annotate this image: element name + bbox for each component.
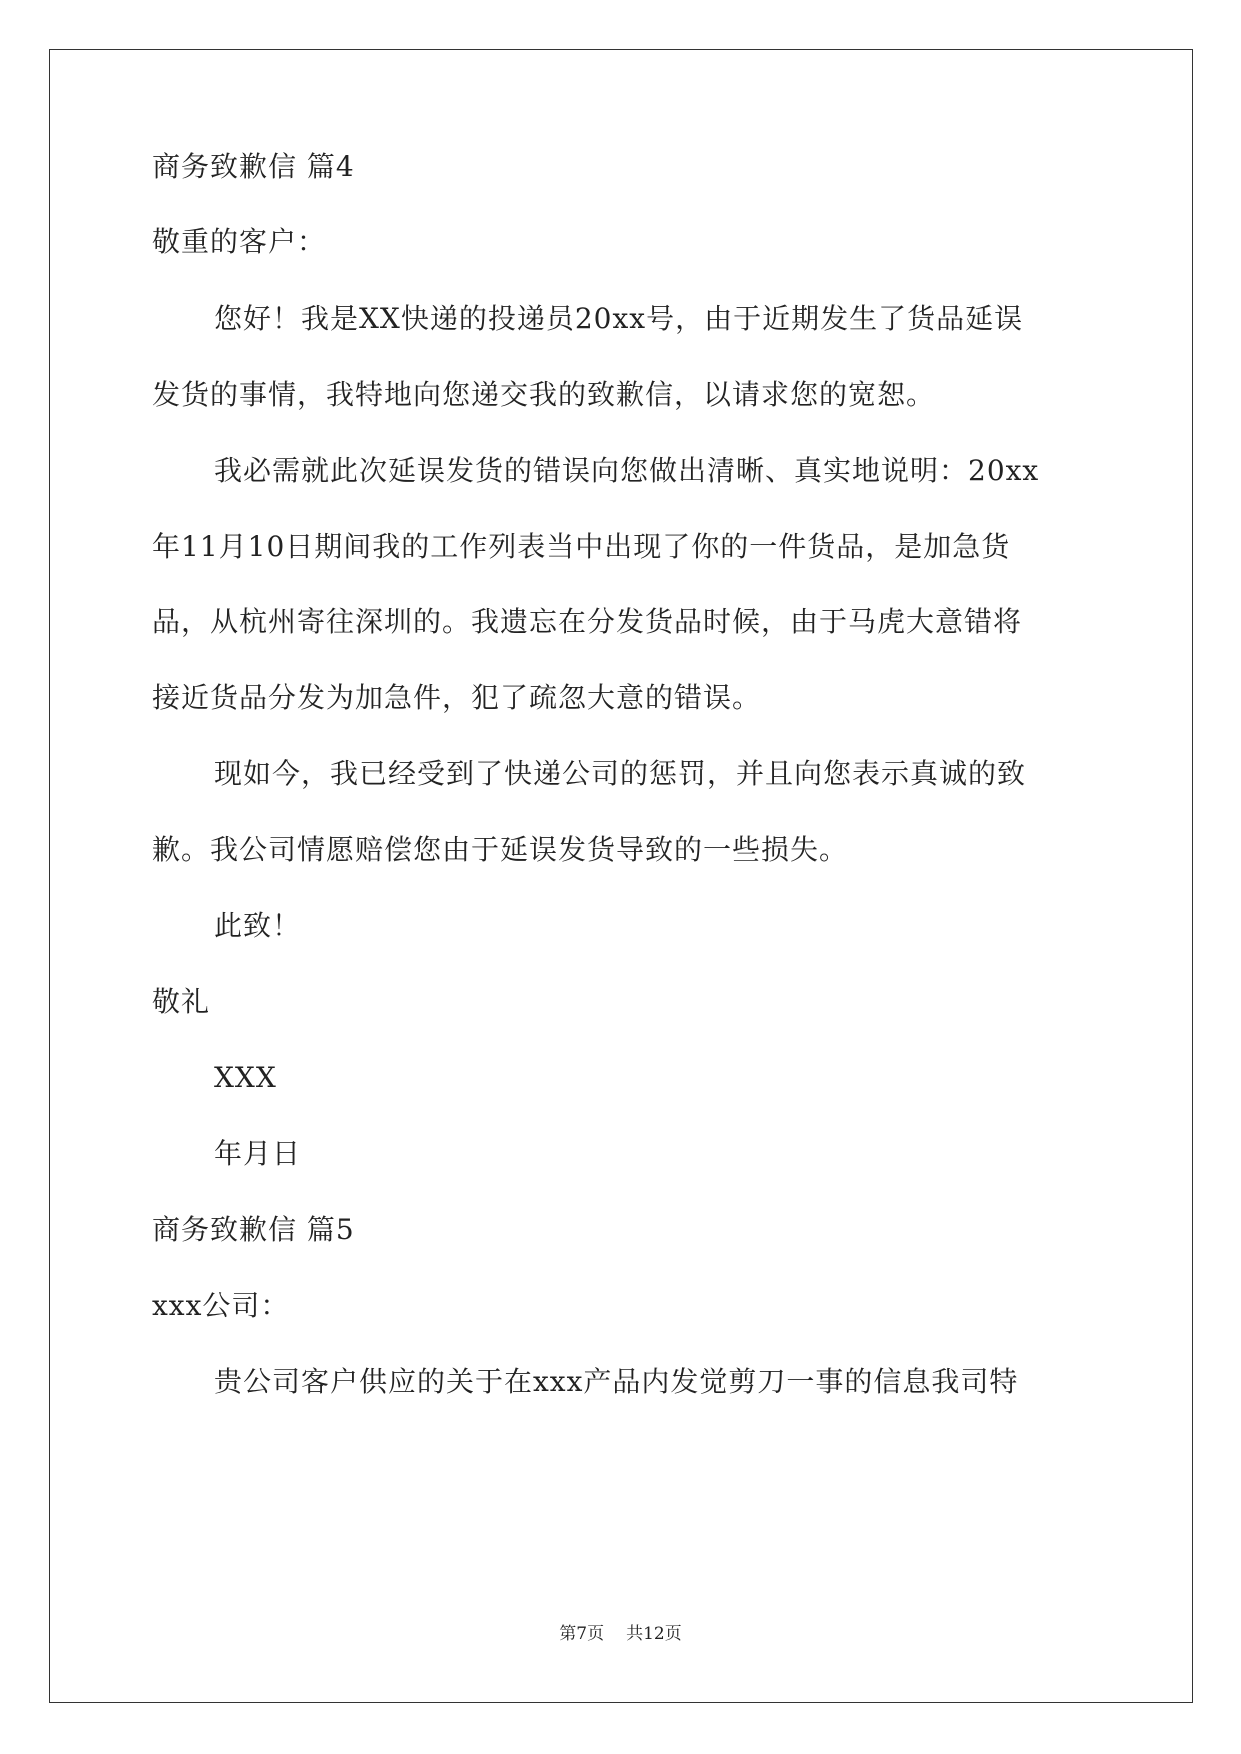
signature-name: XXX <box>214 1061 277 1094</box>
paragraph-line: 贵公司客户供应的关于在xxx产品内发觉剪刀一事的信息我司特 <box>214 1365 1019 1398</box>
page-border <box>49 49 1193 1703</box>
page-number-current: 第7页 <box>559 1624 605 1644</box>
closing-line: 此致！ <box>214 909 302 942</box>
paragraph-line: 年11月10日期间我的工作列表当中出现了你的一件货品，是加急货 <box>152 530 1011 563</box>
paragraph-line: 现如今，我已经受到了快递公司的惩罚，并且向您表示真诚的致 <box>214 757 1027 790</box>
page-footer <box>0 1623 1241 1645</box>
salutation: 敬重的客户： <box>152 225 327 258</box>
paragraph-line: 歉。我公司情愿赔偿您由于延误发货导致的一些损失。 <box>152 833 849 866</box>
paragraph-line: 我必需就此次延误发货的错误向您做出清晰、真实地说明：20xx <box>214 454 1040 487</box>
paragraph-line: 品，从杭州寄往深圳的。我遗忘在分发货品时候，由于马虎大意错将 <box>152 605 1023 638</box>
closing-regards: 敬礼 <box>152 985 211 1018</box>
paragraph-line: 发货的事情，我特地向您递交我的致歉信，以请求您的宽恕。 <box>152 378 936 411</box>
page-number-total: 共12页 <box>626 1624 682 1644</box>
signature-date: 年月日 <box>214 1137 302 1170</box>
paragraph-line: 您好！我是XX快递的投递员20xx号，由于近期发生了货品延误 <box>214 302 1024 335</box>
salutation: xxx公司： <box>152 1289 290 1322</box>
section-heading-5: 商务致歉信 篇5 <box>152 1213 355 1246</box>
paragraph-line: 接近货品分发为加急件，犯了疏忽大意的错误。 <box>152 681 762 714</box>
section-heading-4: 商务致歉信 篇4 <box>152 150 355 183</box>
